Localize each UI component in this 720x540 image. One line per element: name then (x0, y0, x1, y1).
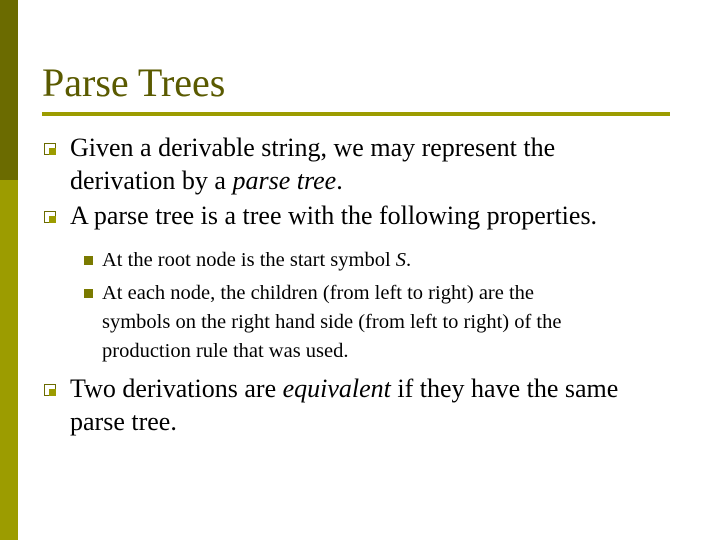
sub-bullet-1-text (102, 246, 411, 274)
sub-bullet-2-line-3: production rule that was used. (102, 340, 349, 362)
bullet-3-line-2: parse tree. (70, 407, 177, 436)
bullet-2-line-1: A parse tree is a tree with the following properties. (70, 201, 598, 230)
sub-bullet-1-period: . (406, 249, 412, 271)
small-square-bullet-icon (84, 289, 93, 298)
bullet-3-emphasis: equivalent (282, 374, 391, 403)
bullet-3-pre: Two derivations are (70, 374, 283, 403)
bullet-1-emphasis: parse tree (232, 166, 337, 195)
sub-bullet-1-pre: At the root node is the start symbol (102, 249, 396, 271)
small-square-bullet-icon (84, 256, 93, 265)
sidebar-dark-accent (0, 0, 18, 180)
bullet-3-post: if they have the same (390, 374, 619, 403)
square-bullet-icon (44, 211, 56, 223)
bullet-1-line-2 (70, 165, 343, 197)
bullet-1-line-1: Given a derivable string, we may represent the (70, 133, 556, 162)
start-symbol: S (395, 249, 407, 271)
bullet-3-line-1 (70, 373, 618, 405)
square-bullet-icon (44, 143, 56, 155)
sub-bullet-2-line-2: symbols on the right hand side (from left to right) of the (102, 311, 562, 333)
sub-bullet-2-line-1: At each node, the children (from left to right) are the (102, 282, 535, 304)
title-underline (42, 112, 670, 116)
bullet-1-period: . (336, 166, 343, 195)
slide-title: Parse Trees (42, 60, 226, 105)
bullet-1-text: derivation by a (70, 166, 233, 195)
square-bullet-icon (44, 384, 56, 396)
sidebar-light-accent (0, 180, 18, 540)
